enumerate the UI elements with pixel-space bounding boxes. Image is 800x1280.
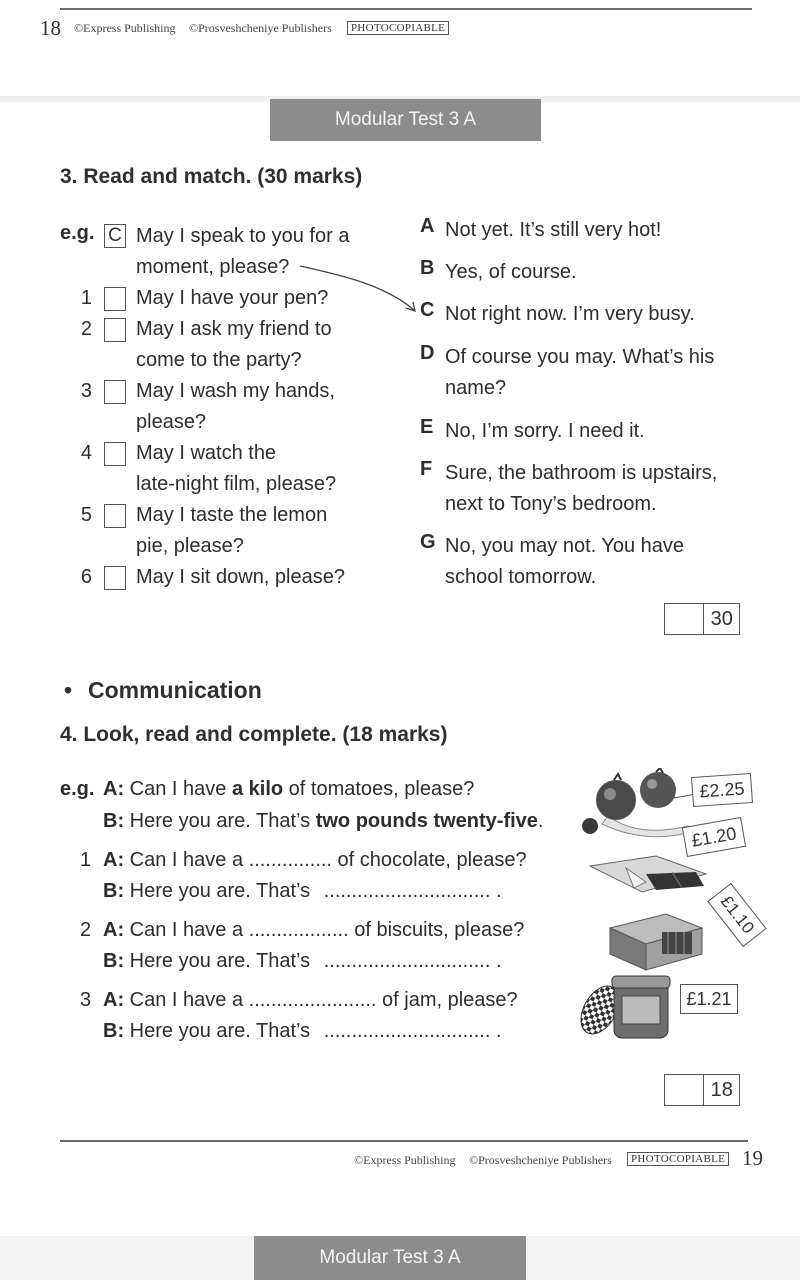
speaker-b: B: (103, 950, 125, 972)
item-3-a-text2: of jam, please? (376, 989, 518, 1011)
jam-illustration (578, 970, 678, 1042)
top-strip (0, 0, 800, 96)
answer-a-letter: A (420, 215, 435, 237)
example-question-line2: moment, please? (136, 256, 290, 278)
speaker-a: A: (103, 849, 125, 871)
item-3-line-b (103, 1020, 502, 1043)
item-3-number: 3 (80, 989, 92, 1011)
task3-score-box (664, 603, 740, 635)
price-tag-2: £1.20 (682, 817, 746, 857)
answer-b-text: Yes, of course. (445, 261, 577, 283)
example-b-text1: Here you are. That’s (129, 810, 316, 832)
publisher-credit-2: ©Prosveshcheniye Publishers (189, 21, 332, 35)
answer-g-text-line2: school tomorrow. (445, 566, 597, 588)
item-2-line-a (103, 919, 524, 942)
question-4-text-line2: late-night film, please? (136, 473, 337, 495)
question-2-answer-box[interactable] (104, 318, 126, 342)
answer-f-letter: F (420, 458, 433, 480)
task4-title: 4. Look, read and complete. (18 marks) (60, 723, 448, 746)
footer-publisher-credit-2: ©Prosveshcheniye Publishers (469, 1153, 612, 1167)
question-1-number: 1 (80, 287, 92, 309)
example-a-bold: a kilo (231, 778, 284, 800)
test-title-banner: Modular Test 3 A (270, 99, 541, 141)
item-2-line-b (103, 950, 502, 973)
chocolate-illustration (586, 848, 716, 898)
question-4-text-line1: May I watch the (136, 442, 277, 464)
item-3-a-blank[interactable]: ....................... (248, 989, 377, 1011)
answer-e-letter: E (420, 416, 434, 438)
task4-score-blank[interactable] (665, 1075, 704, 1105)
example-b-bold: two pounds twenty-five (315, 810, 538, 832)
answer-c-letter: C (420, 299, 435, 321)
item-1-b-text: Here you are. That’s (129, 880, 316, 902)
biscuits-illustration (606, 908, 706, 972)
question-5-text-line2: pie, please? (136, 535, 244, 557)
price-tag-4: £1.21 (680, 984, 738, 1014)
price-tag-3: £1.10 (707, 883, 766, 947)
question-1-answer-box[interactable] (104, 287, 126, 311)
speaker-a: A: (103, 989, 125, 1011)
question-1-text: May I have your pen? (136, 287, 329, 309)
question-2-number: 2 (80, 318, 92, 340)
example-a-text2: of tomatoes, please? (283, 778, 475, 800)
item-2-a-blank[interactable]: .................. (248, 919, 349, 941)
page-number-top: 18 (40, 16, 61, 40)
item-1-line-b (103, 880, 502, 903)
answer-d-text-line2: name? (445, 377, 507, 399)
task4-example-a (103, 778, 474, 801)
task4-score-box (664, 1074, 740, 1106)
item-1-a-text2: of chocolate, please? (332, 849, 527, 871)
answer-g-text-line1: No, you may not. You have (445, 535, 685, 557)
publisher-credit-1: ©Express Publishing (74, 21, 176, 35)
answer-f-text-line1: Sure, the bathroom is upstairs, (445, 462, 718, 484)
example-b-text2: . (537, 810, 544, 832)
speaker-b: B: (103, 880, 125, 902)
question-6-number: 6 (80, 566, 92, 588)
question-5-answer-box[interactable] (104, 504, 126, 528)
question-4-answer-box[interactable] (104, 442, 126, 466)
speaker-b: B: (103, 1020, 125, 1042)
top-rule (60, 8, 752, 10)
section-heading-communication: Communication (88, 677, 262, 703)
item-3-line-a (103, 989, 518, 1012)
question-3-answer-box[interactable] (104, 380, 126, 404)
question-3-text-line2: please? (136, 411, 207, 433)
example-question-line1: May I speak to you for a (136, 225, 350, 247)
item-3-a-text1: Can I have a (129, 989, 249, 1011)
task4-example-label: e.g. (60, 778, 95, 800)
item-2-a-text1: Can I have a (129, 919, 249, 941)
answer-e-text: No, I’m sorry. I need it. (445, 420, 645, 442)
task4-example-b (103, 810, 543, 833)
question-2-text-line1: May I ask my friend to (136, 318, 332, 340)
question-5-number: 5 (80, 504, 92, 526)
item-2-number: 2 (80, 919, 92, 941)
item-1-b-blank[interactable]: .............................. . (323, 880, 502, 902)
question-3-number: 3 (80, 380, 92, 402)
item-1-line-a (103, 849, 527, 872)
item-1-number: 1 (80, 849, 92, 871)
item-1-a-text1: Can I have a (129, 849, 249, 871)
example-arrow (296, 258, 426, 320)
speaker-a: A: (103, 919, 125, 941)
answer-f-text-line2: next to Tony’s bedroom. (445, 493, 657, 515)
item-3-b-blank[interactable]: .............................. . (323, 1020, 502, 1042)
next-page-banner: Modular Test 3 A (254, 1236, 526, 1280)
question-5-text-line1: May I taste the lemon (136, 504, 328, 526)
section-bullet: • (64, 677, 73, 703)
task3-score-total: 30 (710, 607, 733, 630)
task3-score-blank[interactable] (665, 604, 704, 634)
item-1-a-blank[interactable]: ............... (248, 849, 332, 871)
page-number-bottom: 19 (742, 1146, 763, 1170)
answer-b-letter: B (420, 257, 435, 279)
bottom-rule (60, 1140, 748, 1142)
photocopiable-badge: PHOTOCOPIABLE (347, 21, 449, 35)
price-tag-1: £2.25 (691, 773, 753, 807)
task4-score-total: 18 (710, 1078, 733, 1101)
answer-d-text-line1: Of course you may. What’s his (445, 346, 715, 368)
answer-a-text: Not yet. It’s still very hot! (445, 219, 662, 241)
answer-g-letter: G (420, 531, 436, 553)
item-2-b-text: Here you are. That’s (129, 950, 316, 972)
item-3-b-text: Here you are. That’s (129, 1020, 316, 1042)
example-label: e.g. (60, 222, 95, 244)
question-6-answer-box[interactable] (104, 566, 126, 590)
speaker-a: A: (103, 778, 125, 800)
answer-d-letter: D (420, 342, 435, 364)
footer-photocopiable-badge: PHOTOCOPIABLE (627, 1152, 729, 1166)
task3-title: 3. Read and match. (30 marks) (60, 165, 363, 188)
example-answer-box: C (104, 224, 126, 248)
question-6-text: May I sit down, please? (136, 566, 345, 588)
answer-c-text: Not right now. I’m very busy. (445, 303, 695, 325)
item-2-a-text2: of biscuits, please? (348, 919, 525, 941)
question-4-number: 4 (80, 442, 92, 464)
speaker-b: B: (103, 810, 125, 832)
footer-publisher-credit-1: ©Express Publishing (354, 1153, 456, 1167)
question-3-text-line1: May I wash my hands, (136, 380, 335, 402)
item-2-b-blank[interactable]: .............................. . (323, 950, 502, 972)
question-2-text-line2: come to the party? (136, 349, 302, 371)
example-a-text1: Can I have (129, 778, 232, 800)
